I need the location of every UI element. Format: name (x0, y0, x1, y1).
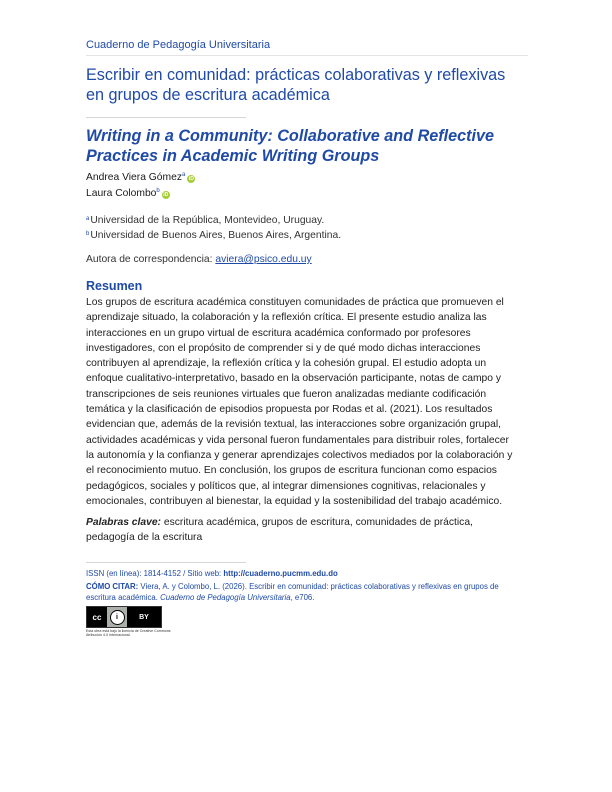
keywords-label: Palabras clave: (86, 517, 161, 528)
by-label: BY (127, 607, 161, 627)
orcid-icon[interactable]: iD (188, 176, 194, 182)
license-note: Esta obra está bajo la licencia de Creative Commons Atribución 4.0 Internacional. (86, 629, 171, 638)
affil-marker: b (86, 231, 90, 237)
abstract-heading: Resumen (86, 279, 143, 293)
footer-divider (86, 562, 246, 563)
affiliation-2 (86, 230, 341, 241)
issn-text: ISSN (en línea): 1814-4152 / Sitio web: (86, 569, 224, 578)
cite-end: , e706. (290, 593, 315, 602)
keywords (86, 515, 516, 546)
author-2 (86, 188, 170, 199)
orcid-icon[interactable]: iD (163, 192, 169, 198)
cc-by-license-badge[interactable] (86, 606, 162, 628)
correspondence (86, 254, 312, 265)
title-english: Writing in a Community: Collaborative and Reflective Practices in Academic Writing Groups (86, 127, 495, 165)
journal-name: Cuaderno de Pedagogía Universitaria (86, 39, 271, 51)
correspondence-email-link[interactable]: aviera@psico.edu.uy (215, 254, 312, 265)
affiliation-1 (86, 215, 324, 226)
issn-line (86, 569, 338, 578)
website-link[interactable]: http://cuaderno.pucmm.edu.do (223, 569, 338, 578)
author-name: Andrea Viera Gómez (86, 172, 182, 183)
author-affil-marker: a (181, 172, 186, 178)
attribution-icon: i (107, 607, 127, 627)
affil-marker: a (86, 216, 90, 222)
how-to-cite (86, 581, 526, 603)
author-affil-marker: b (156, 188, 160, 194)
affil-text: Universidad de Buenos Aires, Buenos Aires, Argentina. (90, 230, 342, 241)
header-divider (86, 55, 528, 56)
correspondence-label: Autora de correspondencia: (86, 254, 216, 265)
cite-journal: Cuaderno de Pedagogía Universitaria (160, 593, 291, 602)
cite-text: Viera, A. y Colombo, L. (2026). Escribir en comunidad: prácticas colaborativas y reflexivas en grupos de escritura académica. (86, 582, 499, 602)
keywords-text: escritura académica, grupos de escritura, comunidades de práctica, pedagogía de la escritura (86, 517, 473, 544)
affil-text: Universidad de la República, Montevideo, Uruguay. (90, 215, 325, 226)
title-divider (86, 117, 246, 118)
author-name: Laura Colombo (86, 188, 157, 199)
cite-label: CÓMO CITAR: (86, 582, 139, 591)
cc-logo-icon: cc (87, 607, 107, 627)
title-spanish: Escribir en comunidad: prácticas colaborativas y reflexivas en grupos de escritura académica (86, 66, 506, 104)
author-1 (86, 172, 195, 183)
abstract-text: Los grupos de escritura académica constituyen comunidades de práctica que promueven el aprendizaje situado, la colaboración y la reflexión crítica. El presente estudio analiza las interacciones en un grupo virtual de escritura académica conformado por profesores investigadores, con el propósito de comprender si y de qué modo dichas interacciones contribuyen al aprendizaje, la reflexión crítica y la cohesión grupal. El estudio adopta un enfoque cualitativo-interpretativo, basado en la observación participante, notas de campo y transcripciones de seis reuniones virtuales que fueron analizadas mediante codificación temática y la clasificación de episodios propuesta por Rodas et al. (2021). Los resultados evidencian que, además de la revisión textual, las interacciones sobre organización grupal, actividades académicas y vida personal fueron fundamentales para distribuir roles, fortalecer la autonomía y la confianza y generar aprendizajes colectivos mediados por la colaboración y el reconocimiento mutuo. En conclusión, los grupos de escritura funcionan como espacios pedagógicos, sociales y políticos que, al integrar dimensiones cognitivas, relacionales y emocionales, contribuyen al bienestar, la equidad y la sostenibilidad del trabajo académico. (86, 297, 513, 507)
